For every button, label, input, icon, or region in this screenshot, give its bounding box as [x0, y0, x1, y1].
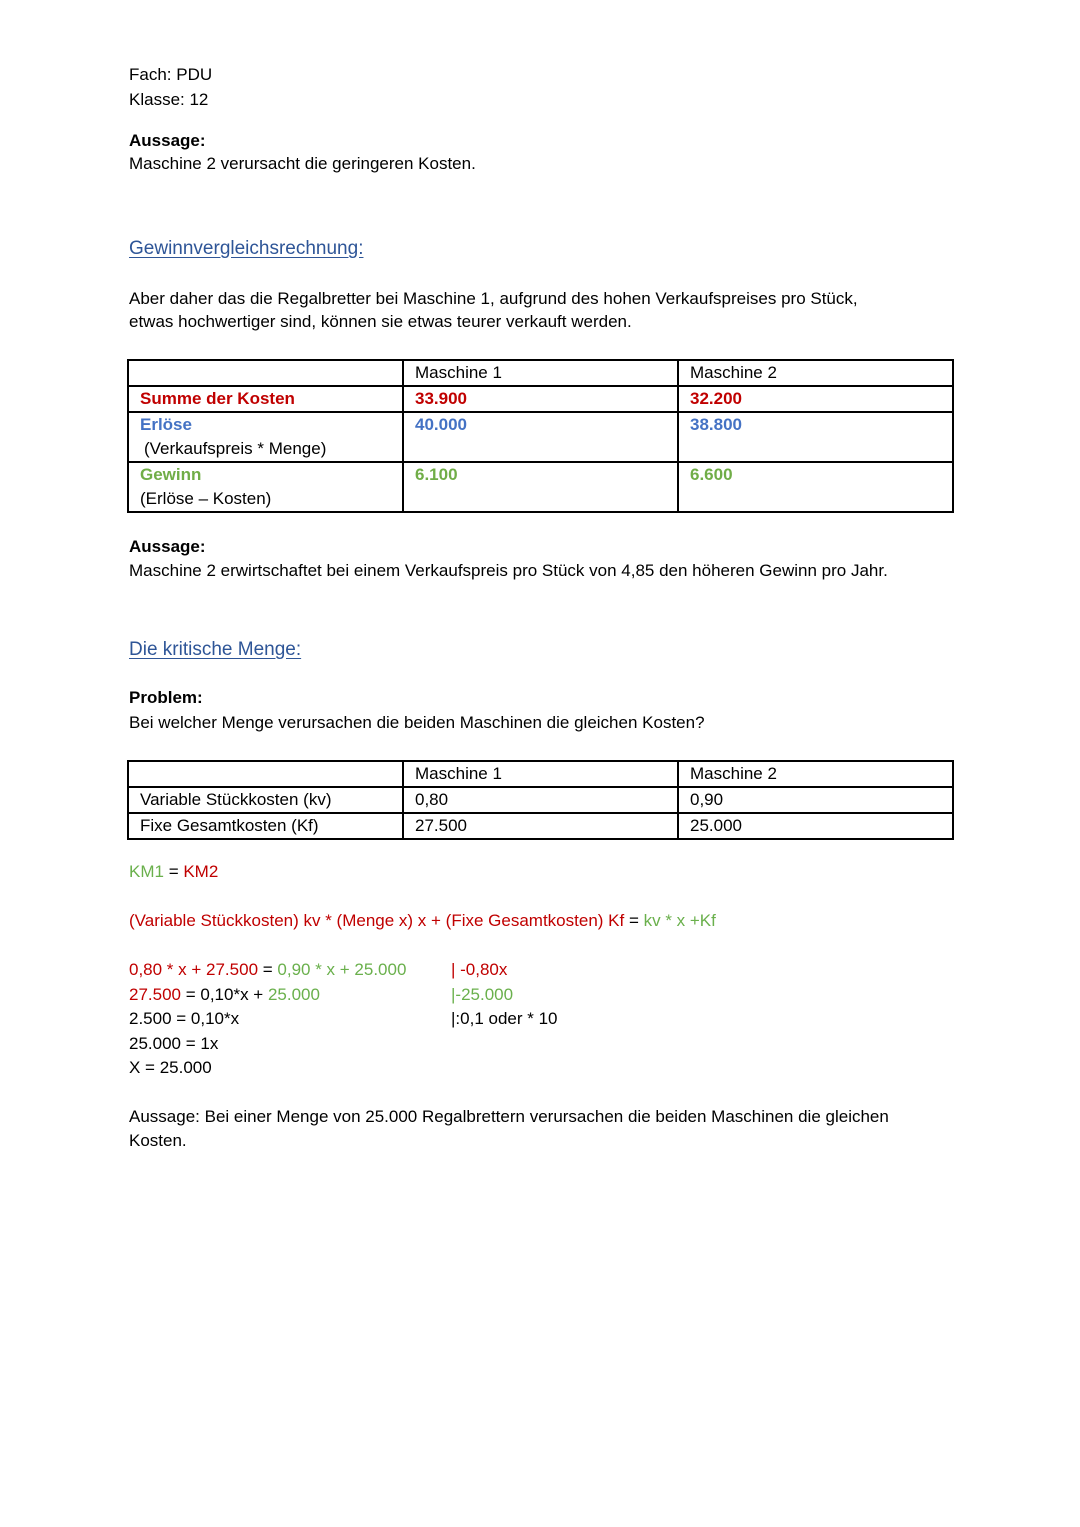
calc-op-3: |:0,1 oder * 10: [451, 1009, 558, 1028]
table-row-revenue: [128, 412, 953, 462]
table-header-m2: Maschine 2: [678, 360, 953, 386]
calc-l1-right: 0,90 * x + 25.000: [277, 960, 407, 979]
calc-l2-right: 25.000: [267, 984, 320, 1004]
profit-intro-line1: Aber daher das die Regalbretter bei Maschine 1, aufgrund des hohen Verkaufspreises pro Stück,: [129, 289, 858, 308]
kf-m1: 27.500: [403, 813, 678, 839]
calc-l1-left: 0,80 * x + 27.500: [129, 960, 259, 979]
table-cell-empty: [128, 761, 403, 787]
revenue-m2: 38.800: [678, 412, 953, 462]
row-label-kf: Fixe Gesamtkosten (Kf): [128, 813, 403, 839]
statement2-label: Aussage:: [129, 537, 206, 556]
calc-l1-eq: =: [258, 960, 278, 979]
formula-equals: =: [624, 911, 644, 930]
km2-label: KM2: [183, 862, 219, 881]
km-equation: [129, 860, 218, 884]
calc-line-4: 25.000 = 1x: [129, 1033, 219, 1053]
table-header-m2: Maschine 2: [678, 761, 953, 787]
conclusion-line1: Aussage: Bei einer Menge von 25.000 Regalbrettern verursachen die beiden Maschinen die gleichen: [129, 1107, 889, 1126]
calc-l2-left: 27.500: [129, 984, 181, 1004]
row-label-costs: Summe der Kosten: [128, 386, 403, 412]
critical-heading: Die kritische Menge:: [129, 639, 302, 660]
calc-line-1: [129, 958, 406, 983]
kv-m2: 0,90: [678, 787, 953, 813]
calc-line-3: 2.500 = 0,10*x: [129, 1009, 240, 1028]
calc-line-2: [129, 983, 406, 1008]
calc-line-5: X = 25.000: [129, 1058, 212, 1077]
conclusion-line2: Kosten.: [129, 1131, 187, 1150]
statement2-text: Maschine 2 erwirtschaftet bei einem Verkaufspreis pro Stück von 4,85 den höheren Gewinn pro Jahr.: [129, 561, 888, 580]
row-sublabel-revenue: (Verkaufspreis * Menge): [144, 439, 327, 458]
table-row-kv: [128, 787, 953, 813]
row-sublabel-profit: (Erlöse – Kosten): [140, 489, 272, 508]
class-line: Klasse: 12: [129, 90, 209, 109]
critical-table: [127, 760, 954, 840]
statement1-label: Aussage:: [129, 131, 206, 150]
formula-right: kv * x +Kf: [643, 911, 716, 930]
calc-steps: [129, 958, 406, 1081]
row-label-kv: Variable Stückkosten (kv): [128, 787, 403, 813]
km1-label: KM1: [129, 862, 164, 881]
table-header-m1: Maschine 1: [403, 360, 678, 386]
km-equals: =: [163, 862, 184, 881]
calc-op-1: | -0,80x: [451, 960, 508, 979]
profit-heading: Gewinnvergleichsrechnung:: [129, 238, 364, 259]
formula-left: (Variable Stückkosten) kv * (Menge x) x + (Fixe Gesamtkosten) Kf: [129, 911, 625, 930]
table-header-m1: Maschine 1: [403, 761, 678, 787]
subject-line: Fach: PDU: [129, 65, 213, 84]
profit-m2: 6.600: [678, 462, 953, 512]
row-label-profit-cell: [128, 462, 403, 512]
table-row-kf: [128, 813, 953, 839]
problem-label: Problem:: [129, 688, 203, 707]
costs-m2: 32.200: [678, 386, 953, 412]
table-header-row: [128, 761, 953, 787]
kv-m1: 0,80: [403, 787, 678, 813]
table-cell-empty: [128, 360, 403, 386]
costs-m1: 33.900: [403, 386, 678, 412]
table-header-row: [128, 360, 953, 386]
statement1-text: Maschine 2 verursacht die geringeren Kosten.: [129, 154, 476, 173]
problem-text: Bei welcher Menge verursachen die beiden Maschinen die gleichen Kosten?: [129, 713, 705, 732]
table-row-costs: [128, 386, 953, 412]
calc-op-2: |-25.000: [451, 984, 514, 1004]
kf-m2: 25.000: [678, 813, 953, 839]
row-label-revenue: Erlöse: [140, 415, 192, 434]
revenue-m1: 40.000: [403, 412, 678, 462]
row-label-revenue-cell: [128, 412, 403, 462]
calc-operations: [451, 958, 558, 1032]
profit-intro-line2: etwas hochwertiger sind, können sie etwas teurer verkauft werden.: [129, 312, 632, 331]
profit-m1: 6.100: [403, 462, 678, 512]
formula-line: [129, 909, 716, 933]
row-label-profit: Gewinn: [140, 465, 202, 484]
table-row-profit: [128, 462, 953, 512]
calc-l2-mid: = 0,10*x +: [181, 984, 268, 1004]
profit-table: [127, 359, 954, 513]
